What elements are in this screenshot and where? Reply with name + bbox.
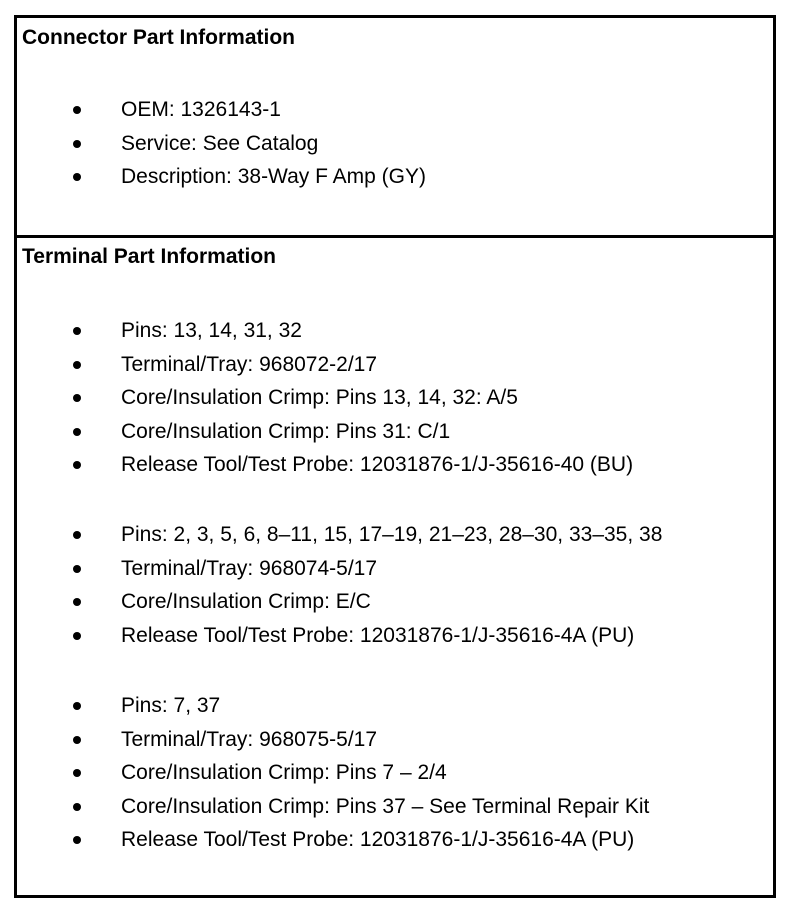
bullet-icon — [73, 361, 81, 369]
list-item — [17, 723, 649, 757]
bullet-icon — [73, 173, 81, 181]
bullet-icon — [73, 565, 81, 573]
bullet-icon — [73, 106, 81, 114]
bullet-icon — [73, 769, 81, 777]
terminal-item: Core/Insulation Crimp: Pins 37 – See Terminal Repair Kit — [121, 794, 650, 818]
bullet-icon — [73, 803, 81, 811]
terminal-item: Terminal/Tray: 968072-2/17 — [121, 352, 378, 376]
connector-item-service: Service: See Catalog — [121, 131, 319, 155]
list-item — [17, 160, 426, 194]
list-item — [17, 381, 633, 415]
list-item — [17, 790, 649, 824]
list-item — [17, 689, 649, 723]
terminal-heading: Terminal Part Information — [22, 245, 276, 268]
terminal-item: Pins: 7, 37 — [121, 694, 221, 717]
bullet-icon — [73, 632, 81, 640]
terminal-item: Terminal/Tray: 968074-5/17 — [121, 556, 378, 580]
terminal-item: Core/Insulation Crimp: E/C — [121, 590, 371, 614]
list-item — [17, 585, 662, 619]
terminal-item: Pins: 13, 14, 31, 32 — [121, 319, 302, 342]
connector-heading: Connector Part Information — [22, 26, 296, 49]
terminal-item: Core/Insulation Crimp: Pins 7 – 2/4 — [121, 761, 447, 785]
list-item — [17, 518, 662, 552]
bullet-icon — [73, 736, 81, 744]
bullet-icon — [73, 836, 81, 844]
terminal-group-1 — [17, 314, 633, 482]
bullet-icon — [73, 702, 81, 710]
bullet-icon — [73, 461, 81, 469]
list-item — [17, 415, 633, 449]
bullet-icon — [73, 327, 81, 335]
terminal-item: Release Tool/Test Probe: 12031876-1/J-35616-4A (PU) — [121, 828, 635, 852]
list-item — [17, 619, 662, 653]
list-item — [17, 348, 633, 382]
terminal-item: Terminal/Tray: 968075-5/17 — [121, 727, 378, 751]
connector-item-description: Description: 38-Way F Amp (GY) — [121, 165, 426, 189]
section-divider — [17, 235, 773, 238]
connector-list — [17, 93, 426, 194]
list-item — [17, 756, 649, 790]
bullet-icon — [73, 394, 81, 402]
list-item — [17, 448, 633, 482]
bullet-icon — [73, 428, 81, 436]
list-item — [17, 93, 426, 127]
list-item — [17, 823, 649, 857]
bullet-icon — [73, 598, 81, 606]
terminal-item: Release Tool/Test Probe: 12031876-1/J-35616-40 (BU) — [121, 453, 634, 477]
bullet-icon — [73, 531, 81, 539]
terminal-group-3 — [17, 689, 649, 857]
terminal-group-2 — [17, 518, 662, 652]
terminal-item: Core/Insulation Crimp: Pins 31: C/1 — [121, 419, 451, 443]
list-item — [17, 552, 662, 586]
terminal-item: Release Tool/Test Probe: 12031876-1/J-35616-4A (PU) — [121, 623, 635, 647]
terminal-item: Core/Insulation Crimp: Pins 13, 14, 32: A/5 — [121, 386, 518, 410]
bullet-icon — [73, 140, 81, 148]
info-table — [14, 15, 776, 898]
terminal-item: Pins: 2, 3, 5, 6, 8–11, 15, 17–19, 21–23, 28–30, 33–35, 38 — [121, 523, 663, 546]
connector-item-oem: OEM: 1326143-1 — [121, 98, 281, 121]
list-item — [17, 314, 633, 348]
list-item — [17, 127, 426, 161]
